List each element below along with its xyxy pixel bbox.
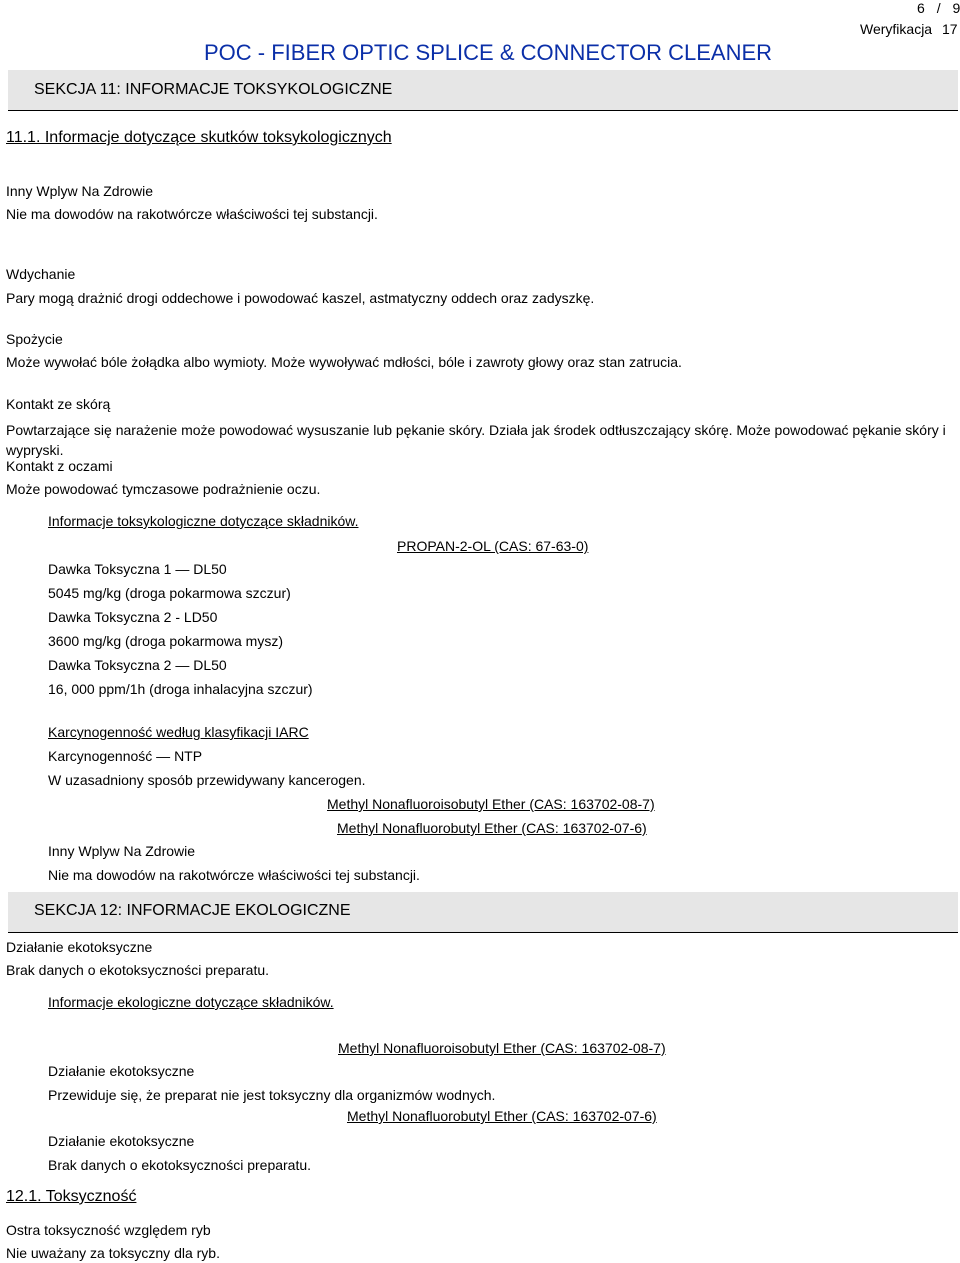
page-separator: / [936,0,941,16]
dose3-value: 16, 000 ppm/1h (droga inhalacyjna szczur) [48,681,313,697]
skin-contact-label: Kontakt ze skórą [6,396,111,412]
inhalation-text: Pary mogą drażnić drogi oddechowe i powodować kaszel, astmatyczny oddech oraz zadyszkę. [6,290,595,306]
skin-contact-text: Powtarzające się narażenie może powodować wysuszanie lub pękanie skóry. Działa jak środek odtłuszczający skórę. Może powodować pękanie skóry i wypryski. [6,422,946,458]
subsection-12-1-heading: 12.1. Toksyczność [6,1188,137,1205]
component-methyl-butyl-name: Methyl Nonafluorobutyl Ether (CAS: 163702-07-6) [337,820,647,836]
fish-toxicity-label: Ostra toksyczność względem ryb [6,1222,211,1238]
dose3-label: Dawka Toksyczna 2 — DL50 [48,657,227,673]
eco-comp1-text: Przewiduje się, że preparat nie jest toksyczny dla organizmów wodnych. [48,1087,496,1103]
ntp-label: Karcynogenność — NTP [48,748,203,764]
section-11-heading: SEKCJA 11: INFORMACJE TOKSYKOLOGICZNE [34,81,393,98]
ingestion-text: Może wywołać bóle żołądka albo wymioty. Może wywoływać mdłości, bóle i zawroty głowy oraz stan zatrucia. [6,354,682,370]
eco-comp2-name: Methyl Nonafluorobutyl Ether (CAS: 163702-07-6) [347,1108,657,1124]
component-methyl-isobutyl-name: Methyl Nonafluoroisobutyl Ether (CAS: 163702-08-7) [327,796,655,812]
tox-components-heading: Informacje toksykologiczne dotyczące składników. [48,513,359,529]
revision-label: Weryfikacja [860,21,933,37]
dose2-label: Dawka Toksyczna 2 - LD50 [48,609,218,625]
eco-comp2-text: Brak danych o ekotoksyczności preparatu. [48,1157,312,1173]
section-11-header [8,70,958,111]
revision [860,21,958,37]
ingestion-label: Spożycie [6,331,63,347]
iarc-label: Karcynogenność według klasyfikacji IARC [48,724,309,740]
comp-other-health-label: Inny Wplyw Na Zdrowie [48,843,196,859]
dose1-label: Dawka Toksyczna 1 — DL50 [48,561,227,577]
eco-components-heading: Informacje ekologiczne dotyczące składników. [48,994,334,1010]
inhalation-label: Wdychanie [6,266,76,282]
eye-contact-text: Może powodować tymczasowe podrażnienie oczu. [6,481,321,497]
comp-other-health-text: Nie ma dowodów na rakotwórcze właściwości tej substancji. [48,867,420,883]
ntp-value: W uzasadniony sposób przewidywany kancerogen. [48,772,366,788]
other-health-label: Inny Wplyw Na Zdrowie [6,183,154,199]
fish-toxicity-text: Nie uważany za toksyczny dla ryb. [6,1245,220,1261]
eco-comp2-label: Działanie ekotoksyczne [48,1133,195,1149]
section-12-heading: SEKCJA 12: INFORMACJE EKOLOGICZNE [34,902,351,919]
other-health-text: Nie ma dowodów na rakotwórcze właściwości tej substancji. [6,206,378,222]
eye-contact-label: Kontakt z oczami [6,458,113,474]
page-current: 6 [917,0,925,16]
revision-number: 17 [941,21,958,37]
ecotox-text: Brak danych o ekotoksyczności preparatu. [6,962,270,978]
eco-comp1-name: Methyl Nonafluoroisobutyl Ether (CAS: 163702-08-7) [338,1040,666,1056]
subsection-11-1-heading: 11.1. Informacje dotyczące skutków toksykologicznych [6,129,392,146]
component-propanol-name: PROPAN-2-OL (CAS: 67-63-0) [397,538,589,554]
document-title: POC - FIBER OPTIC SPLICE & CONNECTOR CLEANER [204,40,773,65]
page-total: 9 [952,0,960,16]
ecotox-label: Działanie ekotoksyczne [6,939,153,955]
eco-comp1-label: Działanie ekotoksyczne [48,1063,195,1079]
dose1-value: 5045 mg/kg (droga pokarmowa szczur) [48,585,291,601]
page-number [917,0,960,16]
dose2-value: 3600 mg/kg (droga pokarmowa mysz) [48,633,283,649]
section-12-header [8,892,958,933]
